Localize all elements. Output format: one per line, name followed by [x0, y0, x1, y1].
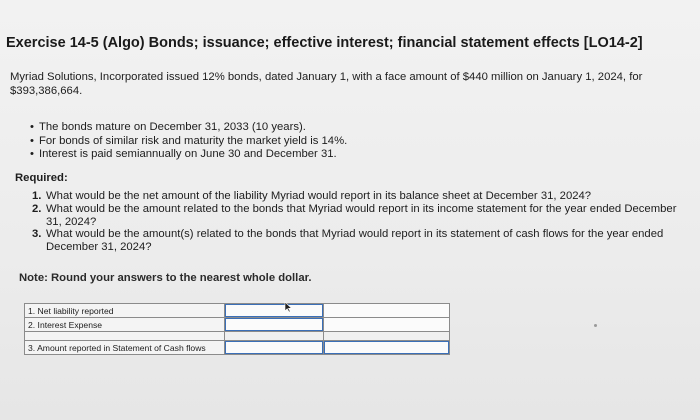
exercise-title: Exercise 14-5 (Algo) Bonds; issuance; effective interest; financial statement effects [LO14-2]	[6, 35, 643, 51]
intro-text: Myriad Solutions, Incorporated issued 12% bonds, dated January 1, with a face amount of $440 million on January 1, 2024, for $393,386,664.	[10, 71, 643, 97]
bullet-list	[30, 121, 347, 162]
row-label-net-liability: 1. Net liability reported	[25, 304, 225, 318]
question-item	[32, 228, 682, 254]
cash-flows-cell-2	[324, 341, 450, 355]
cash-flows-input-1[interactable]	[225, 341, 323, 354]
question-number: 2.	[32, 202, 42, 215]
screen-dust-dot	[594, 324, 597, 327]
cash-flows-cell	[225, 341, 324, 355]
question-item	[32, 190, 682, 203]
net-liability-cell	[225, 304, 324, 318]
question-item	[32, 203, 682, 229]
spacer-cell	[25, 332, 225, 341]
table-row	[25, 318, 450, 332]
question-text: What would be the net amount of the liability Myriad would report in its balance sheet at December 31, 2024?	[46, 190, 592, 202]
mouse-pointer-icon	[284, 301, 292, 313]
table-row	[25, 341, 450, 355]
answer-table	[24, 303, 450, 355]
interest-expense-extra-cell	[324, 318, 450, 332]
cash-flows-input-2[interactable]	[324, 341, 449, 354]
net-liability-input[interactable]	[225, 304, 323, 317]
question-text: What would be the amount(s) related to the bonds that Myriad would report in its statement of cash flows for the year ended December 31, 2024?	[46, 228, 664, 254]
row-label-cash-flows: 3. Amount reported in Statement of Cash flows	[25, 341, 225, 355]
table-row	[25, 304, 450, 318]
spacer-cell	[324, 332, 450, 341]
required-heading: Required:	[15, 172, 68, 184]
spacer-cell	[225, 332, 324, 341]
bullet-item: • For bonds of similar risk and maturity the market yield is 14%.	[30, 135, 347, 149]
question-number: 3.	[32, 228, 42, 241]
question-list	[32, 190, 682, 254]
bullet-item: • Interest is paid semiannually on June 30 and December 31.	[30, 148, 347, 162]
table-row-spacer	[25, 332, 450, 341]
net-liability-extra-cell	[324, 304, 450, 318]
rounding-note: Note: Round your answers to the nearest whole dollar.	[19, 272, 312, 284]
row-label-interest-expense: 2. Interest Expense	[25, 318, 225, 332]
bullet-item: • The bonds mature on December 31, 2033 (10 years).	[30, 121, 347, 135]
interest-expense-cell	[225, 318, 324, 332]
question-number: 1.	[32, 190, 42, 202]
interest-expense-input[interactable]	[225, 318, 323, 331]
question-text: What would be the amount related to the bonds that Myriad would report in its income statement for the year ended December 31, 2024?	[46, 202, 677, 228]
